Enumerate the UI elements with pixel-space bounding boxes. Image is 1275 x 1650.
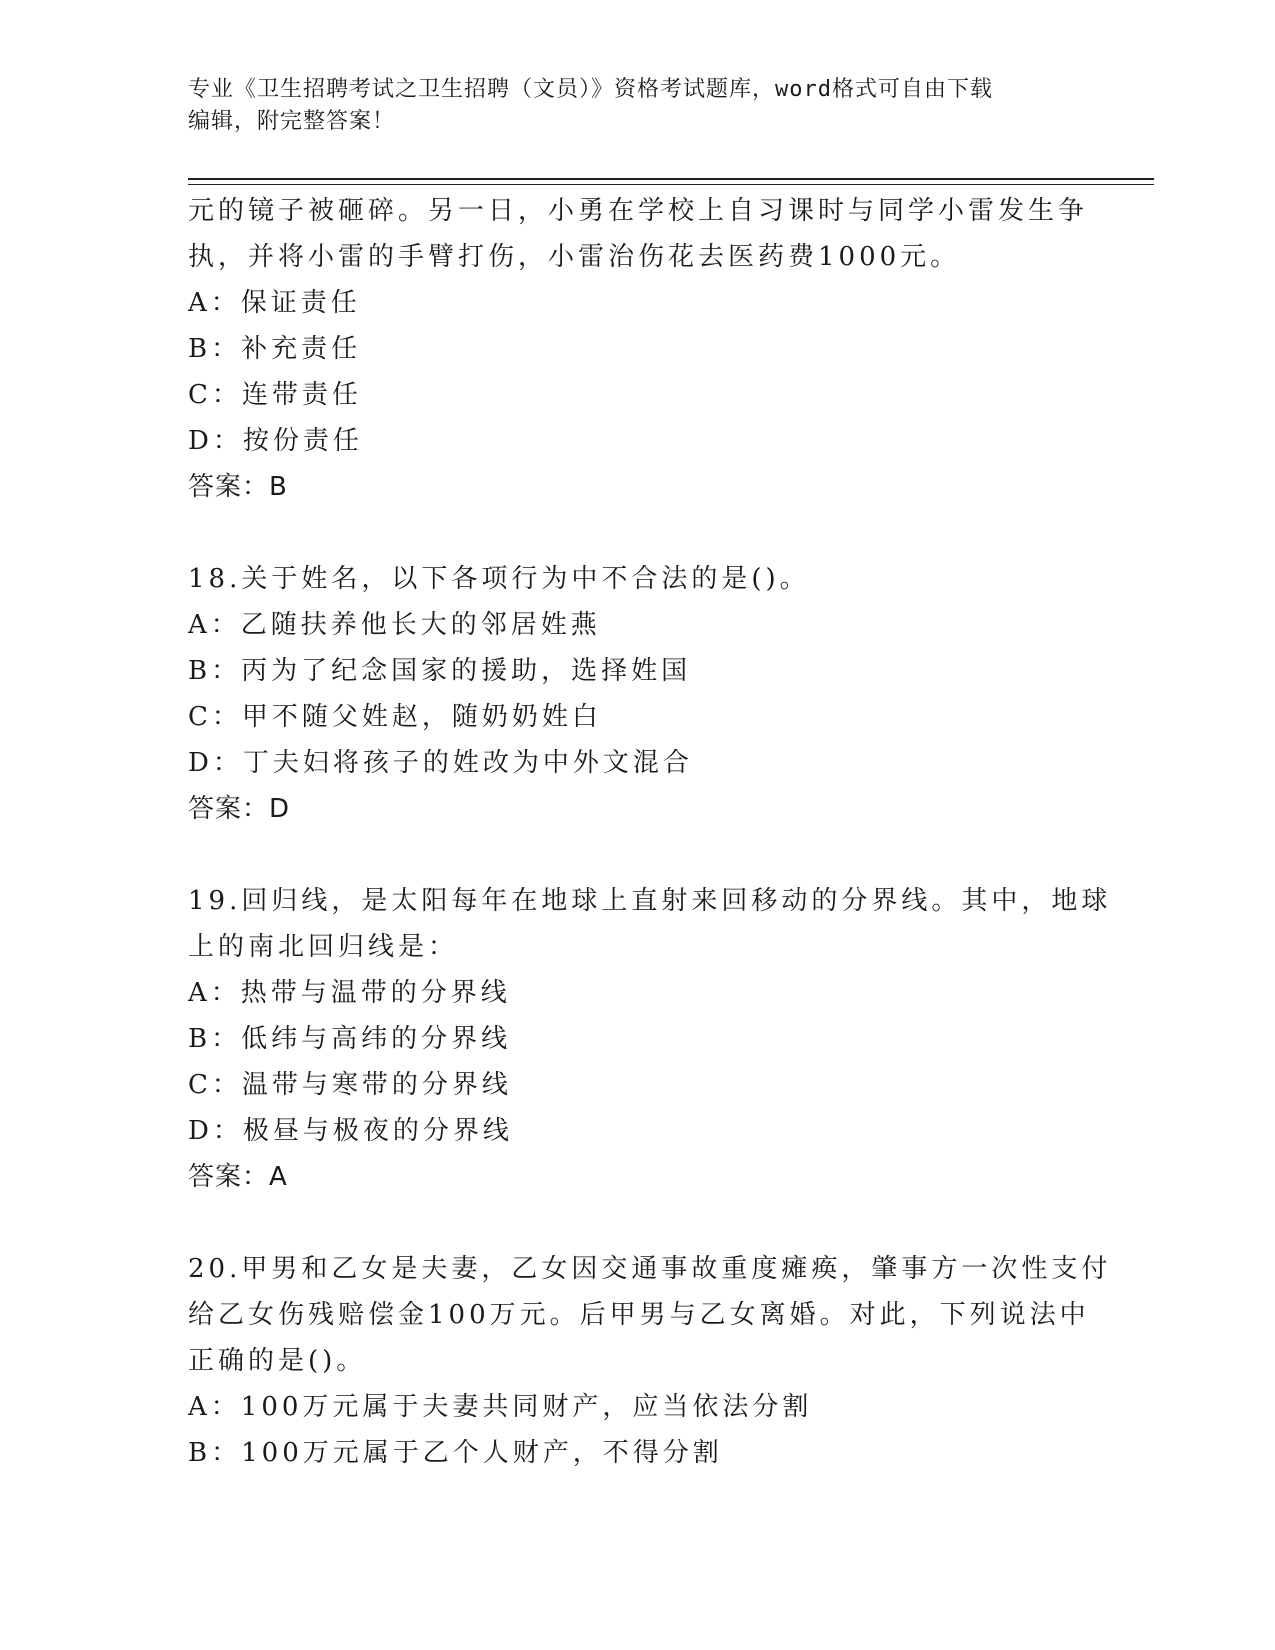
header-line-1: 专业《卫生招聘考试之卫生招聘（文员）》资格考试题库，word格式可自由下载 [188, 77, 993, 102]
option-c: C：甲不随父姓赵，随奶奶姓白 [188, 702, 602, 732]
option-c: C：温带与寒带的分界线 [188, 1070, 512, 1100]
option-a: A：100万元属于夫妻共同财产，应当依法分割 [188, 1392, 813, 1422]
spacer [188, 1200, 1088, 1246]
question-text: 上的南北回归线是： [188, 932, 459, 962]
question-text: 20.甲男和乙女是夫妻，乙女因交通事故重度瘫痪，肇事方一次性支付 [188, 1254, 1112, 1284]
question-text: 19.回归线，是太阳每年在地球上直射来回移动的分界线。其中，地球 [188, 886, 1112, 916]
spacer [188, 832, 1088, 878]
question-text: 18.关于姓名，以下各项行为中不合法的是()。 [188, 564, 810, 594]
option-a: A：保证责任 [188, 288, 361, 318]
answer-label: 答案：D [188, 794, 291, 824]
header-line-2: 编辑，附完整答案！ [188, 109, 396, 134]
option-a: A：乙随扶养他长大的邻居姓燕 [188, 610, 601, 640]
header-divider-thin [188, 184, 1154, 185]
question-18 [188, 556, 1088, 832]
page-header [188, 74, 1088, 138]
option-a: A：热带与温带的分界线 [188, 978, 511, 1008]
option-b: B：补充责任 [188, 334, 362, 364]
question-text: 元的镜子被砸碎。另一日，小勇在学校上自习课时与同学小雷发生争 [188, 196, 1089, 226]
option-d: D：极昼与极夜的分界线 [188, 1116, 513, 1146]
option-b: B：丙为了纪念国家的援助，选择姓国 [188, 656, 692, 686]
option-b: B：低纬与高纬的分界线 [188, 1024, 512, 1054]
option-c: C：连带责任 [188, 380, 362, 410]
spacer [188, 510, 1088, 556]
question-17 [188, 188, 1088, 510]
header-divider-thick [188, 178, 1154, 180]
option-d: D：丁夫妇将孩子的姓改为中外文混合 [188, 748, 693, 778]
question-20 [188, 1246, 1112, 1476]
question-text: 执，并将小雷的手臂打伤，小雷治伤花去医药费1000元。 [188, 242, 961, 272]
question-text: 正确的是()。 [188, 1346, 367, 1376]
answer-label: 答案：B [188, 472, 288, 502]
option-b: B：100万元属于乙个人财产，不得分割 [188, 1438, 723, 1468]
question-list [188, 188, 1112, 1476]
option-d: D：按份责任 [188, 426, 363, 456]
question-19 [188, 878, 1112, 1200]
question-text: 给乙女伤残赔偿金100万元。后甲男与乙女离婚。对此，下列说法中 [188, 1300, 1090, 1330]
answer-label: 答案：A [188, 1162, 288, 1192]
